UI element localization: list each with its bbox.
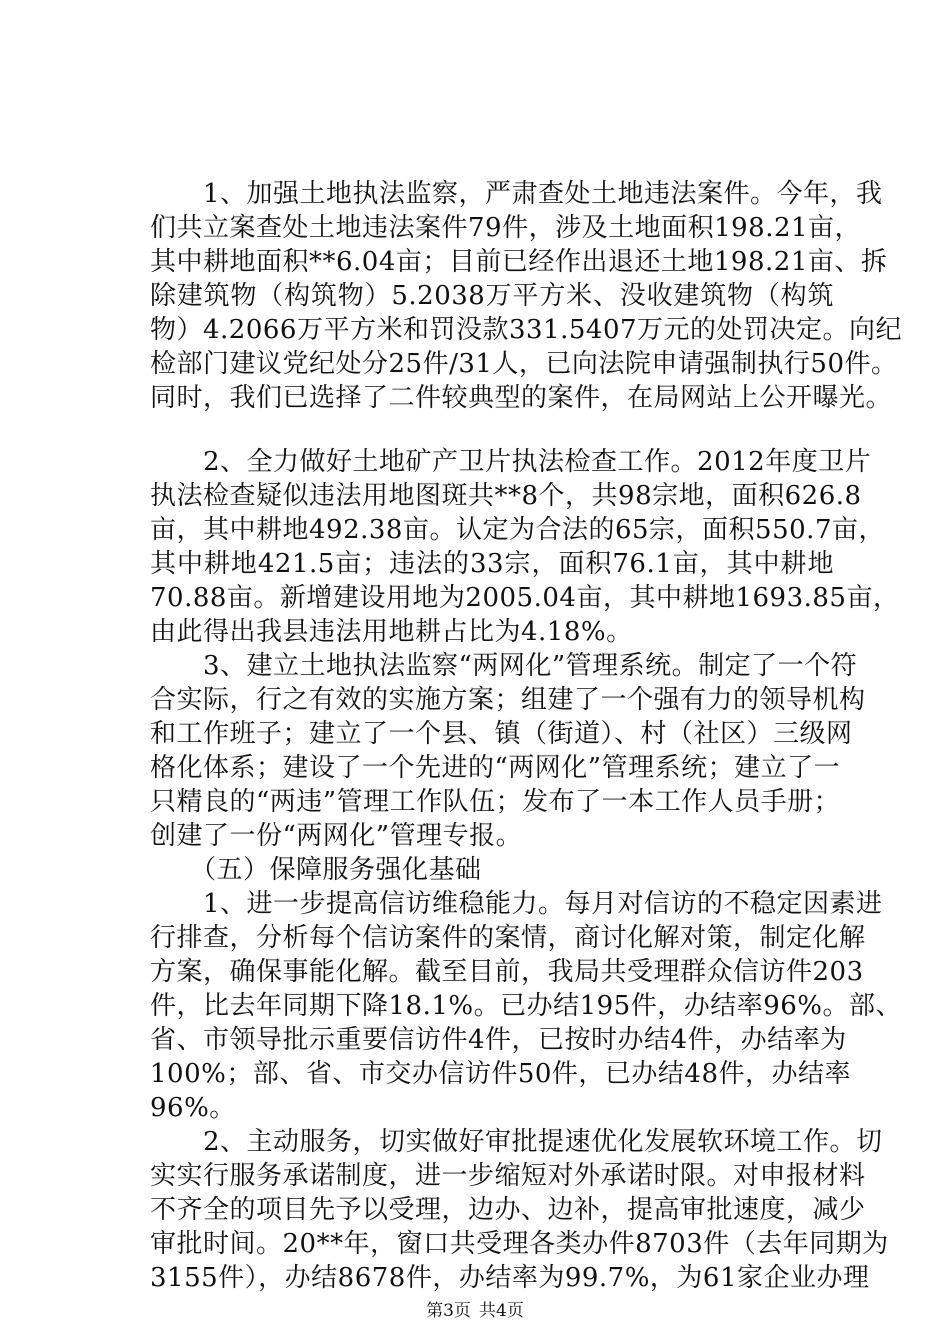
- text-line: 100%；部、省、市交办信访件50件，已办结48件，办结率: [150, 1059, 851, 1089]
- text-line: 件，比去年同期下降18.1%。已办结195件，办结率96%。部、: [150, 991, 903, 1021]
- text-line: 们共立案查处土地违法案件79件，涉及土地面积198.21亩，: [150, 213, 862, 243]
- section-heading: （五）保障服务强化基础: [150, 855, 482, 885]
- text-line: 合实际，行之有效的实施方案；组建了一个强有力的领导机构: [150, 685, 866, 715]
- text-line: 创建了一份“两网化”管理专报。: [150, 821, 523, 851]
- text-line: 只精良的“两违”管理工作队伍；发布了一本工作人员手册；: [150, 787, 841, 817]
- text-line: 行排查，分析每个信访案件的案情，商讨化解对策，制定化解: [150, 923, 866, 953]
- text-line: 审批时间。20**年，窗口共受理各类办件8703件（去年同期为: [150, 1229, 889, 1259]
- text-line: 省、市领导批示重要信访件4件，已按时办结4件，办结率为: [150, 1025, 847, 1055]
- text-line: 2、主动服务，切实做好审批提速优化发展软环境工作。切: [150, 1127, 883, 1157]
- text-line: 检部门建议党纪处分25件/31人，已向法院申请强制执行50件。: [150, 349, 898, 379]
- text-line: 和工作班子；建立了一个县、镇（街道）、村（社区）三级网: [150, 719, 853, 749]
- text-line: 物）4.2066万平方米和罚没款331.5407万元的处罚决定。向纪: [150, 315, 903, 345]
- text-line: 由此得出我县违法用地耕占比为4.18%。: [150, 617, 633, 647]
- text-line: 70.88亩。新增建设用地为2005.04亩，其中耕地1693.85亩，: [150, 583, 900, 613]
- text-line: 格化体系；建设了一个先进的“两网化”管理系统；建立了一: [150, 753, 841, 783]
- text-line: 亩，其中耕地492.38亩。认定为合法的65宗，面积550.7亩，: [150, 515, 885, 545]
- text-line: 不齐全的项目先予以受理，边办、边补，提高审批速度，减少: [150, 1195, 866, 1225]
- page-footer: [0, 1300, 950, 1322]
- text-line: 1、进一步提高信访维稳能力。每月对信访的不稳定因素进: [150, 889, 883, 919]
- text-line: 2、全力做好土地矿产卫片执法检查工作。2012年度卫片: [150, 447, 872, 477]
- text-line: 3155件），办结8678件，办结率为99.7%，为61家企业办理: [150, 1263, 870, 1293]
- text-line: 其中耕地421.5亩；违法的33宗，面积76.1亩，其中耕地: [150, 549, 834, 579]
- text-line: 方案，确保事能化解。截至目前，我局共受理群众信访件203: [150, 957, 864, 987]
- text-line: 1、加强土地执法监察，严肃查处土地违法案件。今年，我: [150, 179, 883, 209]
- page-number: 第3页: [426, 1301, 471, 1321]
- text-line: 其中耕地面积**6.04亩；目前已经作出退还土地198.21亩、拆: [150, 247, 888, 277]
- text-line: 除建筑物（构筑物）5.2038万平方米、没收建筑物（构筑: [150, 281, 834, 311]
- text-line: 96%。: [150, 1093, 236, 1123]
- text-line: 3、建立土地执法监察“两网化”管理系统。制定了一个符: [150, 651, 858, 681]
- text-line: 实实行服务承诺制度，进一步缩短对外承诺时限。对申报材料: [150, 1161, 866, 1191]
- text-line: 同时，我们已选择了二件较典型的案件，在局网站上公开曝光。: [150, 383, 893, 413]
- page-total: 共4页: [479, 1301, 524, 1321]
- text-line: 执法检查疑似违法用地图斑共**8个，共98宗地，面积626.8: [150, 481, 862, 511]
